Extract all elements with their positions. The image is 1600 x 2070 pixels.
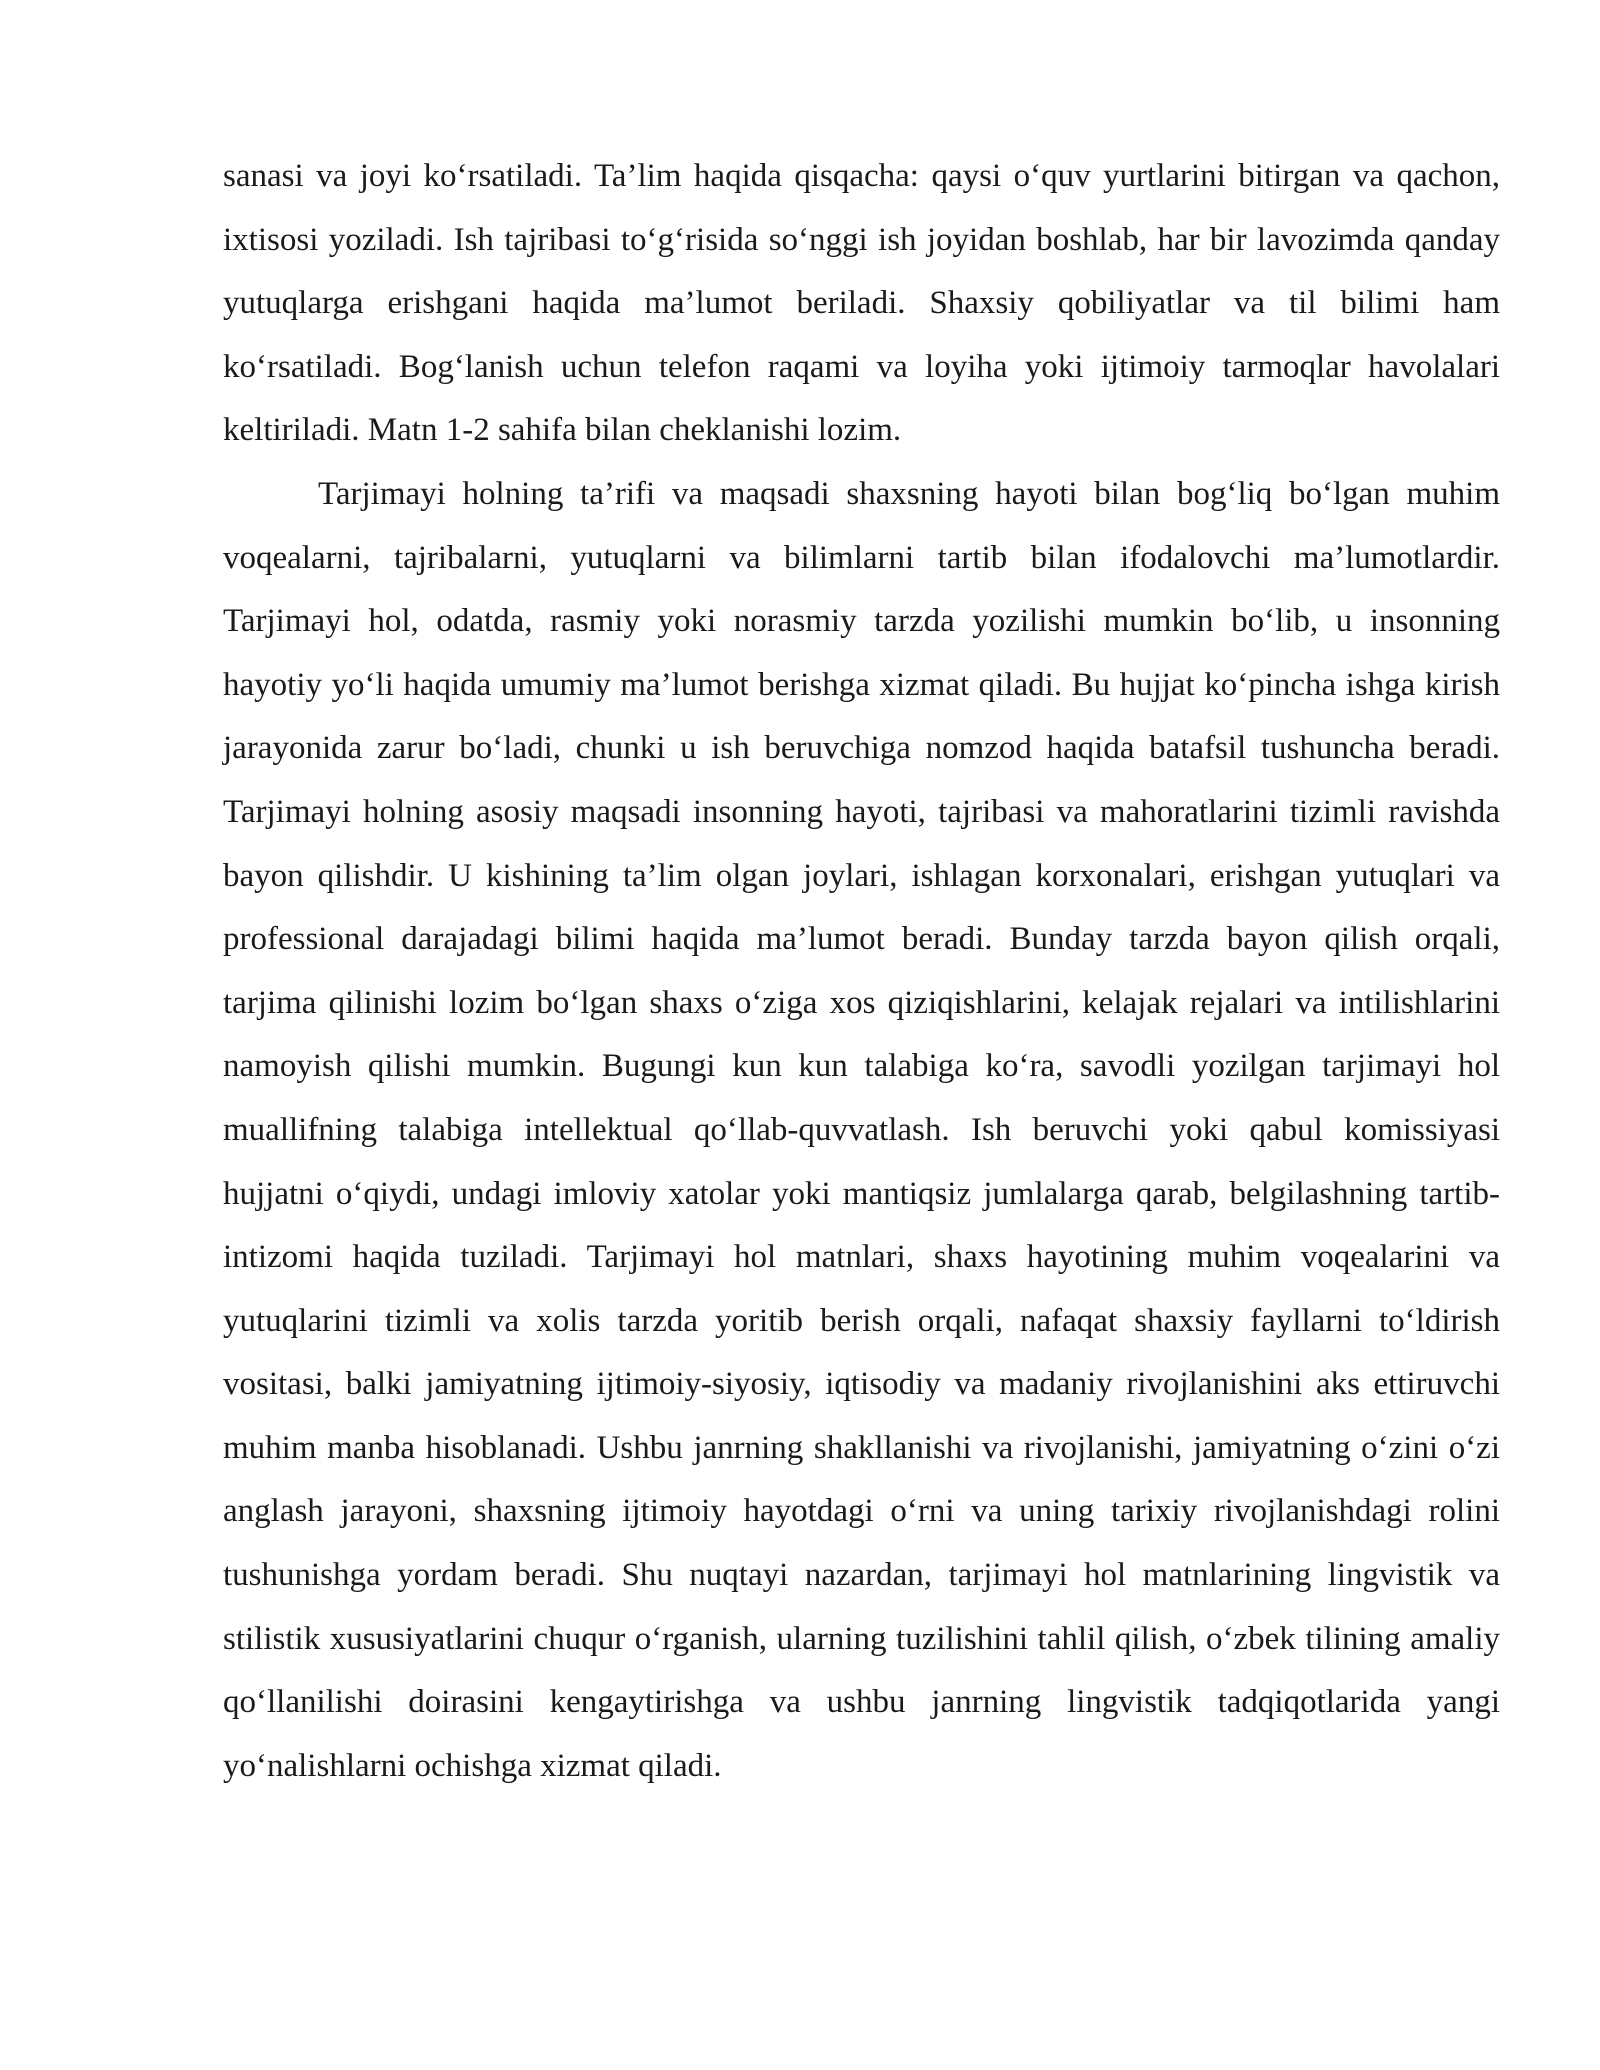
body-text (223, 145, 1500, 1798)
paragraph-autobiography-definition: Tarjimayi holning ta’rifi va maqsadi shaxsning hayoti bilan bog‘liq bo‘lgan muhim voqealarni, tajribalarni, yutuqlarni va bilimlarni tartib bilan ifodalovchi ma’lumotlardir. Tarjimayi hol, odatda, rasmiy yoki norasmiy tarzda yozilishi mumkin bo‘lib, u insonning hayotiy yo‘li haqida umumiy ma’lumot berishga xizmat qiladi. Bu hujjat ko‘pincha ishga kirish jarayonida zarur bo‘ladi, chunki u ish beruvchiga nomzod haqida batafsil tushuncha beradi. Tarjimayi holning asosiy maqsadi insonning hayoti, tajribasi va mahoratlarini tizimli ravishda bayon qilishdir. U kishining ta’lim olgan joylari, ishlagan korxonalari, erishgan yutuqlari va professional darajadagi bilimi haqida ma’lumot beradi. Bunday tarzda bayon qilish orqali, tarjima qilinishi lozim bo‘lgan shaxs o‘ziga xos qiziqishlarini, kelajak rejalari va intilishlarini namoyish qilishi mumkin. Bugungi kun kun talabiga ko‘ra, savodli yozilgan tarjimayi hol muallifning talabiga intellektual qo‘llab-quvvatlash. Ish beruvchi yoki qabul komissiyasi hujjatni o‘qiydi, undagi imloviy xatolar yoki mantiqsiz jumlalarga qarab, belgilashning tartib-intizomi haqida tuziladi. Tarjimayi hol matnlari, shaxs hayotining muhim voqealarini va yutuqlarini tizimli va xolis tarzda yoritib berish orqali, nafaqat shaxsiy fayllarni to‘ldirish vositasi, balki jamiyatning ijtimoiy-siyosiy, iqtisodiy va madaniy rivojlanishini aks ettiruvchi muhim manba hisoblanadi. Ushbu janrning shakllanishi va rivojlanishi, jamiyatning o‘zini o‘zi anglash jarayoni, shaxsning ijtimoiy hayotdagi o‘rni va uning tarixiy rivojlanishdagi rolini tushunishga yordam beradi. Shu nuqtayi nazardan, tarjimayi hol matnlarining lingvistik va stilistik xususiyatlarini chuqur o‘rganish, ularning tuzilishini tahlil qilish, o‘zbek tilining amaliy qo‘llanilishi doirasini kengaytirishga va ushbu janrning lingvistik tadqiqotlarida yangi yo‘nalishlarni ochishga xizmat qiladi. (223, 475, 1500, 1784)
paragraph-continuation: sanasi va joyi ko‘rsatiladi. Ta’lim haqida qisqacha: qaysi o‘quv yurtlarini bitirgan va qachon, ixtisosi yoziladi. Ish tajribasi to‘g‘risida so‘nggi ish joyidan boshlab, har bir lavozimda qanday yutuqlarga erishgani haqida ma’lumot beriladi. Shaxsiy qobiliyatlar va til bilimi ham ko‘rsatiladi. Bog‘lanish uchun telefon raqami va loyiha yoki ijtimoiy tarmoqlar havolalari keltiriladi. Matn 1-2 sahifa bilan cheklanishi lozim. (223, 158, 1500, 449)
